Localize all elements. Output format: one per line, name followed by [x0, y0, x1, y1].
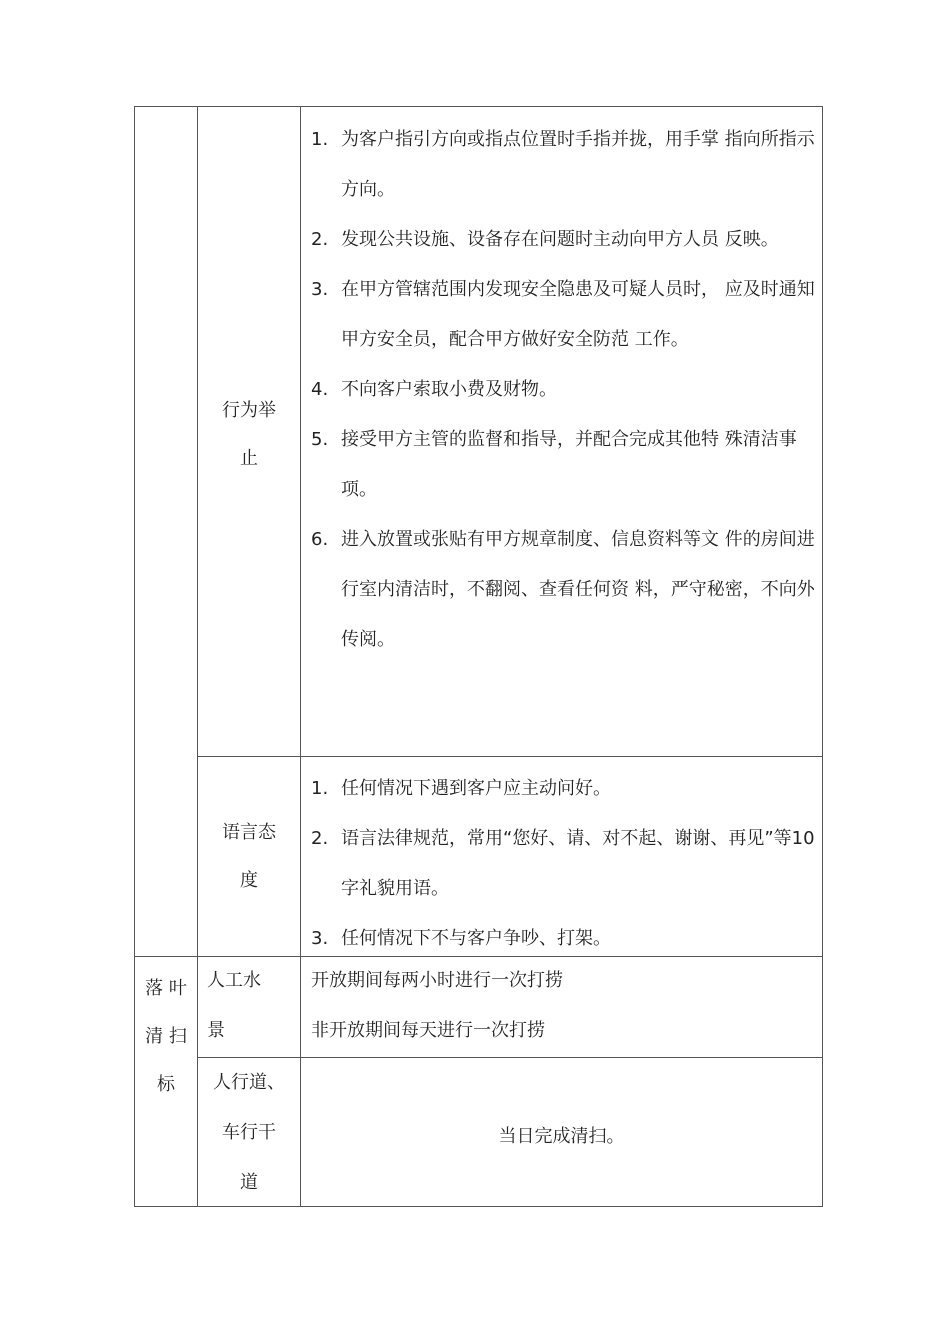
col-divider-1	[197, 107, 198, 1206]
standards-table	[134, 106, 823, 1207]
list-item: 3. 任何情况下不与客户争吵、打架。	[311, 928, 611, 949]
list-item: 1. 任何情况下遇到客户应主动问好。	[311, 778, 611, 799]
road-text: 当日完成清扫。	[498, 1126, 625, 1147]
list-item: 6. 进入放置或张贴有甲方规章制度、信息资料等文 件的房间进行室内清洁时，不翻阅、查看任何资 料，严守秘密，不向外传阅。	[311, 529, 815, 650]
list-item: 3. 在甲方管辖范围内发现安全隐患及可疑人员时， 应及时通知甲方安全员，配合甲方做好安全防范 工作。	[311, 279, 815, 350]
list-item: 2. 语言法律规范，常用“您好、请、对不起、谢谢、再见”等10字礼貌用语。	[311, 828, 815, 899]
list-item: 1. 为客户指引方向或指点位置时手指并拢，用手掌 指向所指示方向。	[311, 129, 815, 200]
conduct-items	[311, 115, 816, 665]
language-label: 语言态 度	[222, 822, 276, 891]
list-item: 5. 接受甲方主管的监督和指导，并配合完成其他特 殊清洁事项。	[311, 429, 797, 500]
leaves-category-label: 落 叶 清 扫 标	[145, 978, 187, 1095]
conduct-label: 行为举 止	[222, 400, 276, 469]
water-feature-text: 开放期间每两小时进行一次打捞 非开放期间每天进行一次打捞	[311, 970, 563, 1041]
list-item: 2. 发现公共设施、设备存在问题时主动向甲方人员 反映。	[311, 229, 779, 250]
row-divider-conduct	[197, 756, 822, 757]
road-label: 人行道、 车行干 道	[213, 1072, 285, 1193]
water-feature-label: 人工水 景	[207, 970, 261, 1041]
col-divider-2	[300, 107, 301, 1206]
language-items	[311, 764, 816, 964]
list-item: 4. 不向客户索取小费及财物。	[311, 379, 557, 400]
